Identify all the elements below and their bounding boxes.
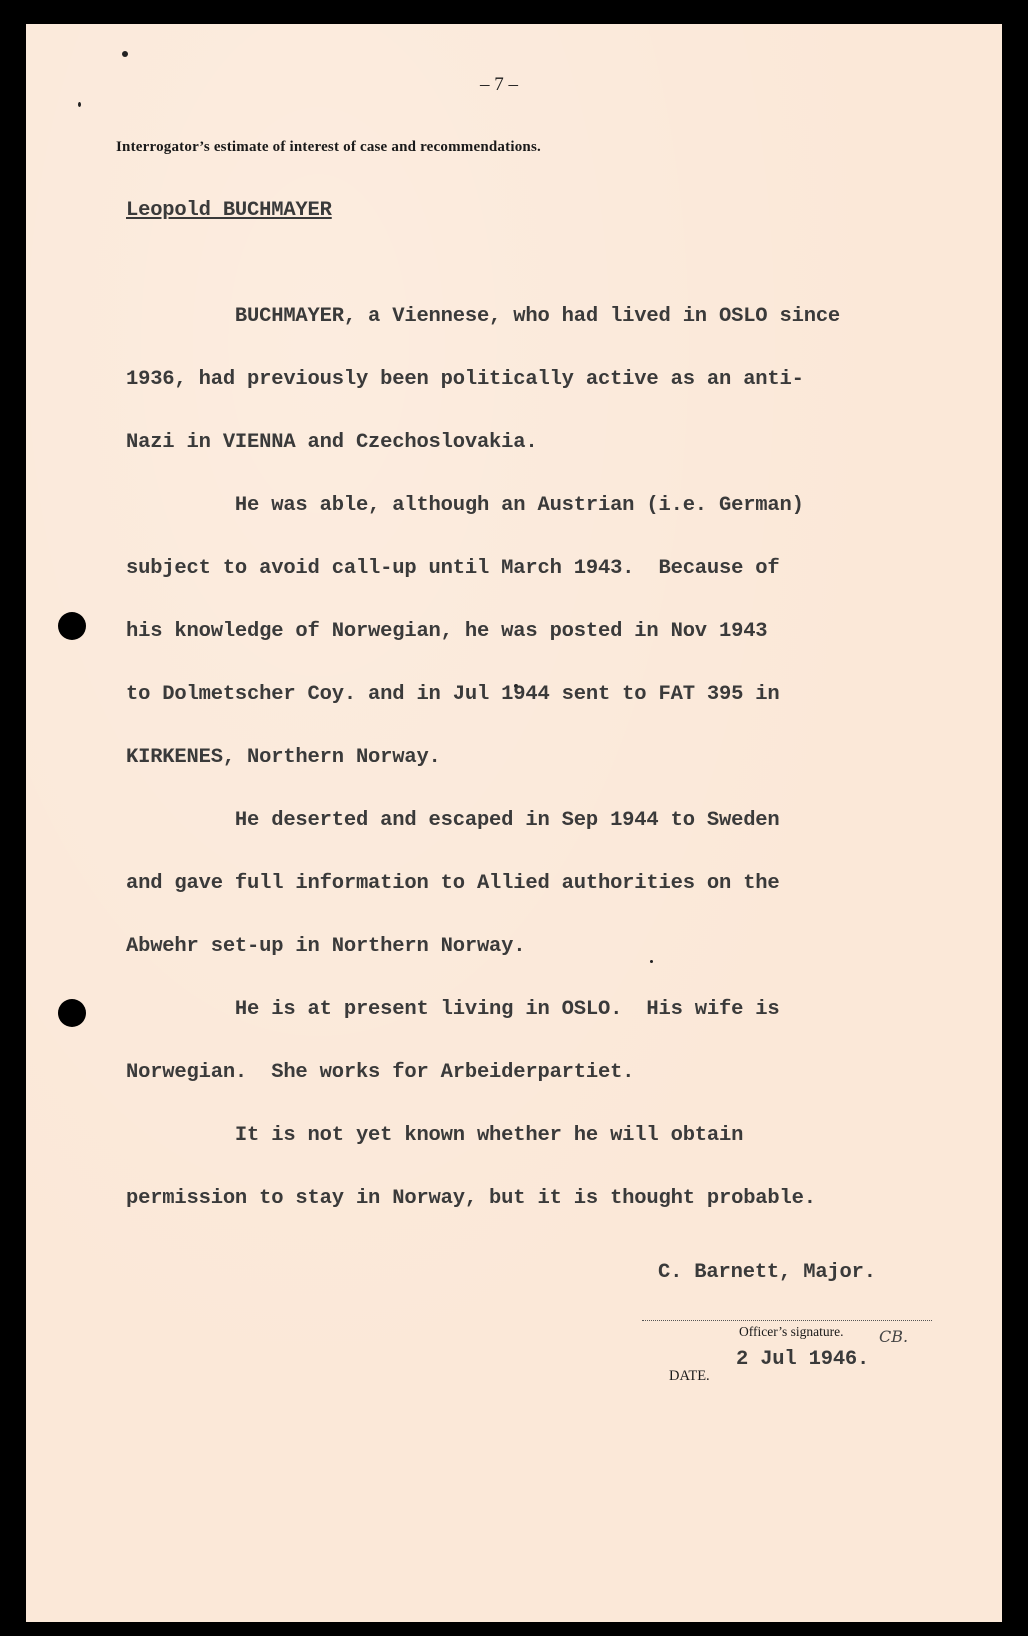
date-label: DATE. [669, 1368, 710, 1384]
body-line: Norwegian. She works for Arbeiderpartiet. [126, 1061, 635, 1084]
body-line: and gave full information to Allied authorities on the [126, 872, 780, 895]
report-body [126, 264, 840, 1251]
signature-label: Officer’s signature. [739, 1324, 844, 1339]
body-line: He is at present living in OSLO. His wife is [126, 998, 780, 1021]
signature-line [642, 1320, 932, 1321]
section-heading: Interrogator’s estimate of interest of case and recommendations. [116, 139, 541, 155]
body-line: He was able, although an Austrian (i.e. German) [126, 494, 804, 517]
body-line: Abwehr set-up in Northern Norway. [126, 935, 526, 958]
document-page [26, 24, 1002, 1622]
handwritten-initials: CB. [879, 1327, 909, 1346]
subject-name: Leopold BUCHMAYER [126, 199, 332, 222]
body-line: subject to avoid call-up until March 1943. Because of [126, 557, 780, 580]
body-line: permission to stay in Norway, but it is thought probable. [126, 1187, 816, 1210]
date-value: 2 Jul 1946. [736, 1348, 870, 1371]
body-line: Nazi in VIENNA and Czechoslovakia. [126, 431, 538, 454]
body-line: 1936, had previously been politically active as an anti- [126, 368, 804, 391]
body-line: It is not yet known whether he will obtain [126, 1124, 744, 1147]
body-line: KIRKENES, Northern Norway. [126, 746, 441, 769]
body-line: He deserted and escaped in Sep 1944 to Sweden [126, 809, 780, 832]
officer-typed-name: C. Barnett, Major. [658, 1261, 876, 1284]
body-line: his knowledge of Norwegian, he was posted in Nov 1943 [126, 620, 768, 643]
body-line: to Dolmetscher Coy. and in Jul 1944 sent to FAT 395 in [126, 683, 780, 706]
ink-speck [78, 102, 81, 107]
ink-speck [122, 51, 128, 57]
punch-hole-top [58, 612, 86, 640]
body-line: BUCHMAYER, a Viennese, who had lived in OSLO since [126, 305, 841, 328]
page-number: – 7 – [480, 74, 518, 95]
punch-hole-bottom [58, 999, 86, 1027]
